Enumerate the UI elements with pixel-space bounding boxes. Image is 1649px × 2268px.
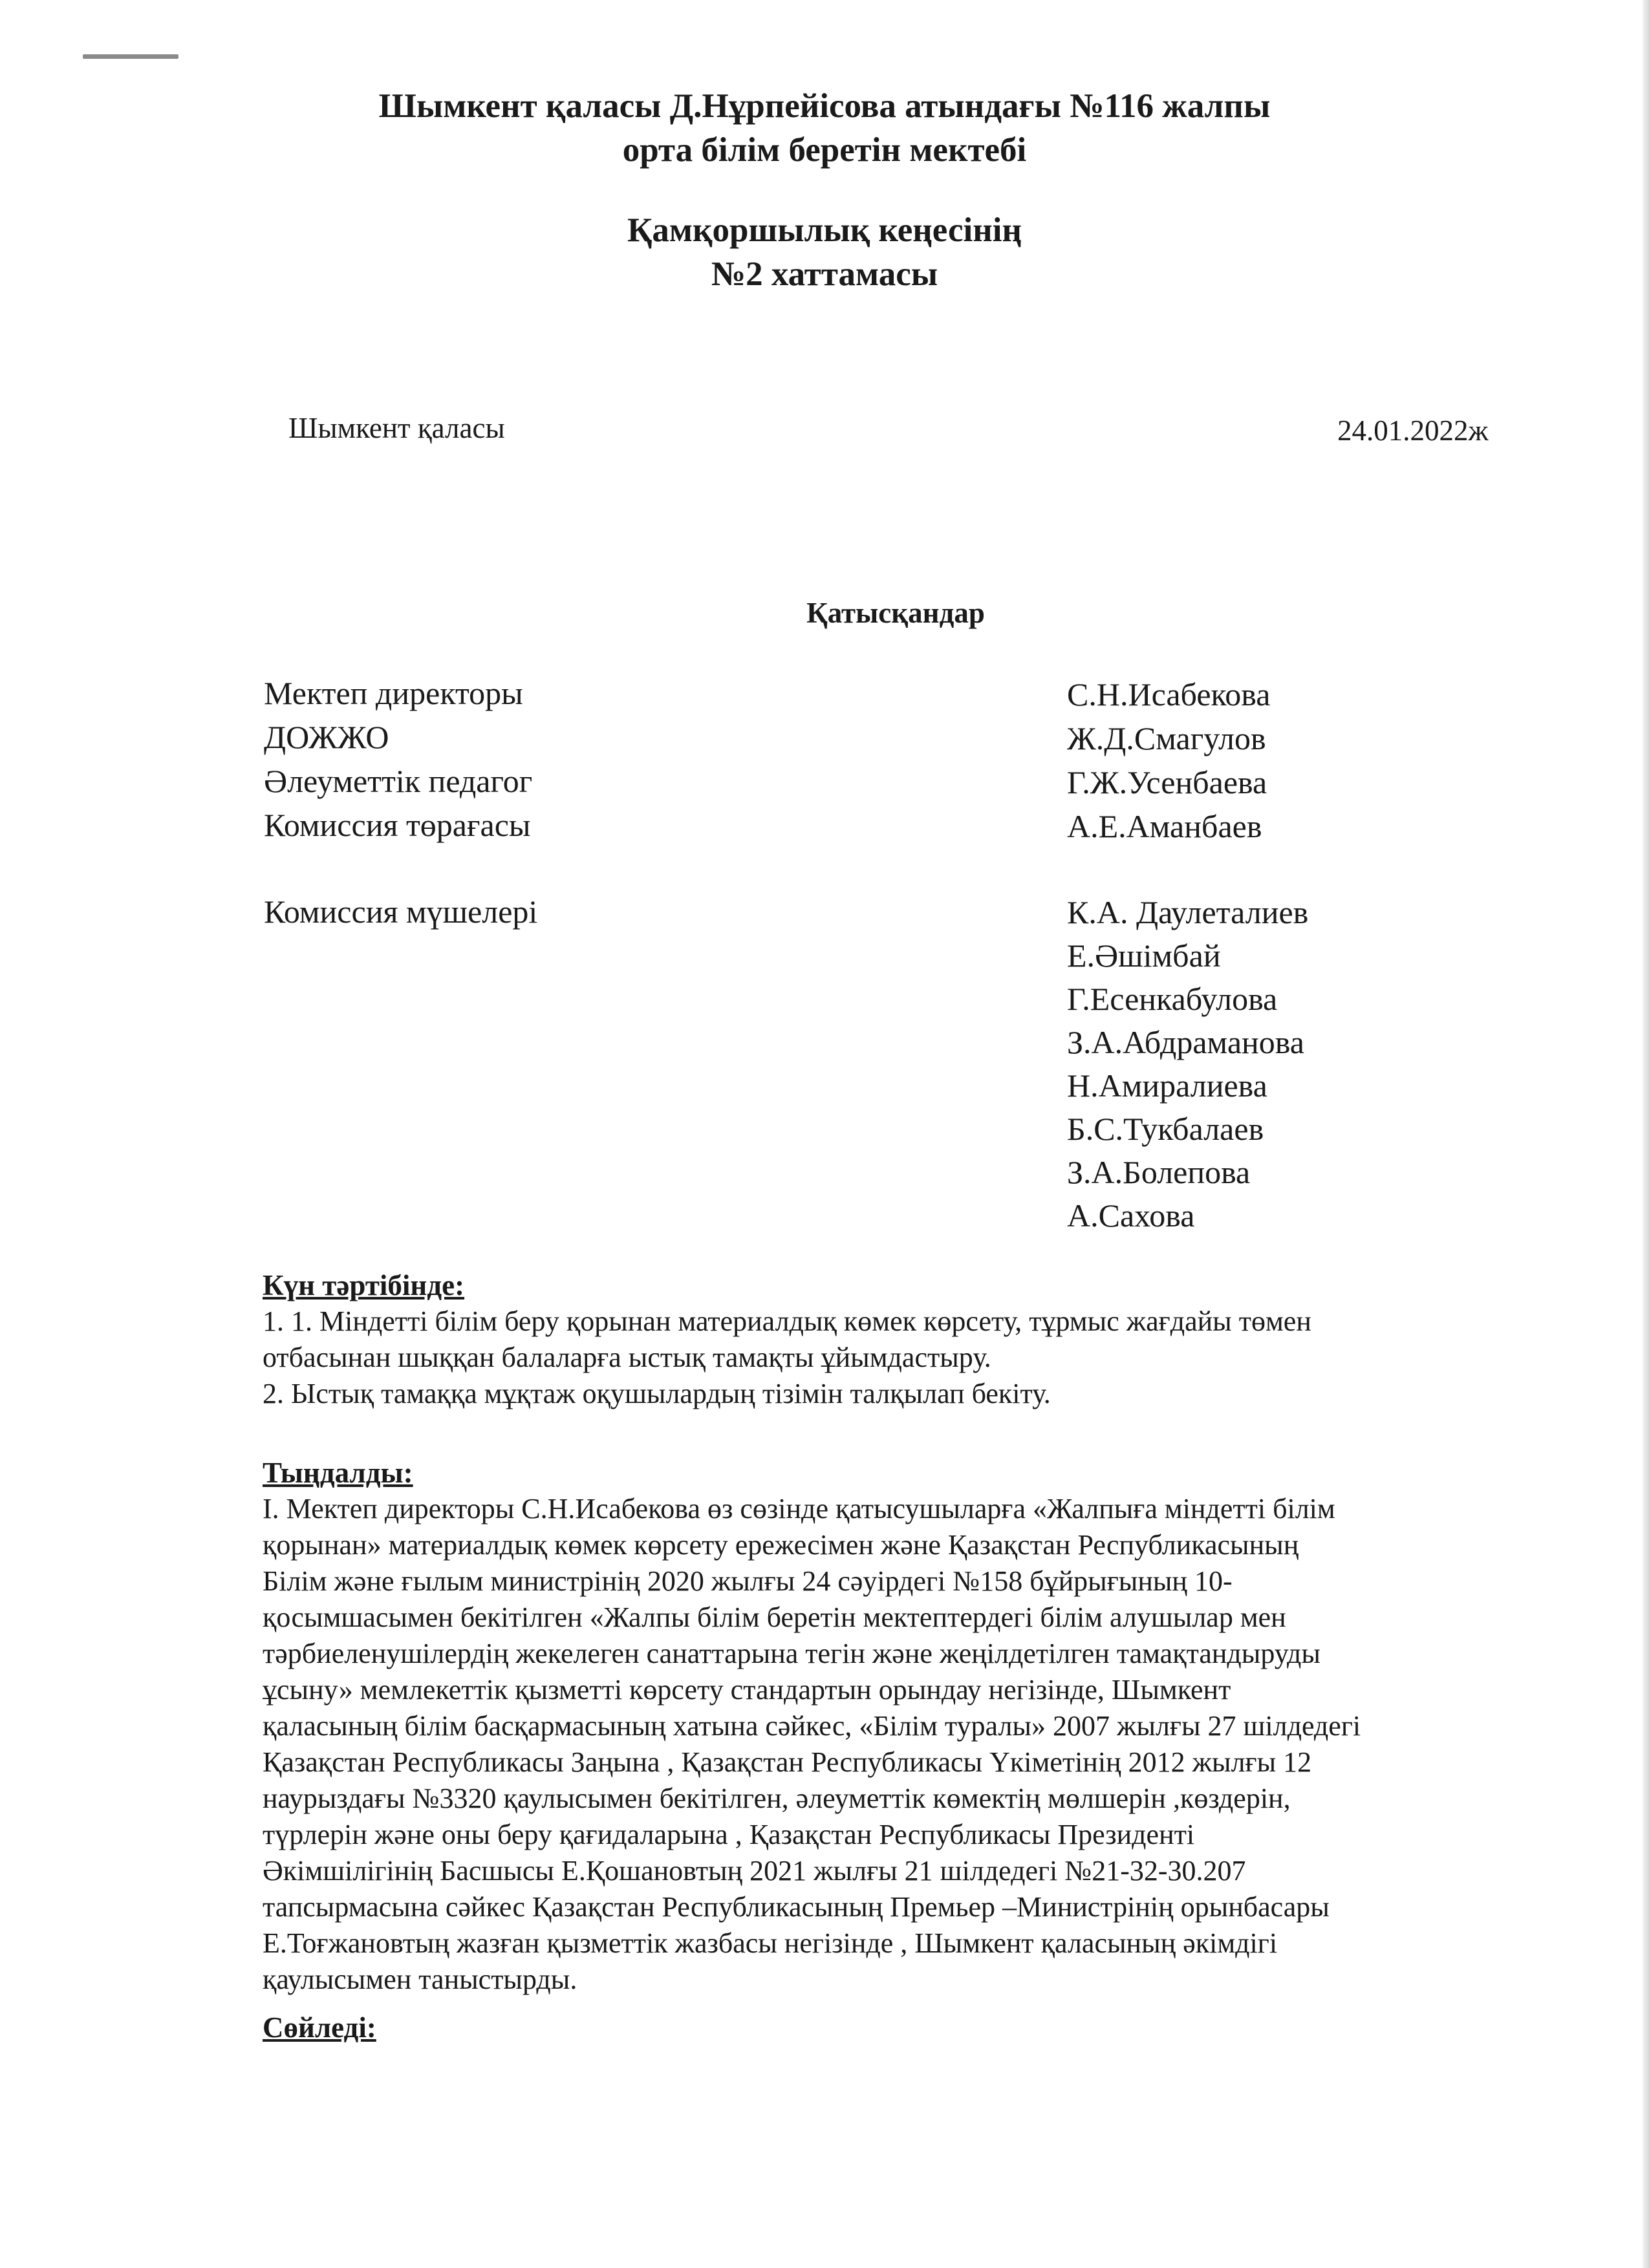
agenda-line: 2. Ыстық тамаққа мұқтаж оқушылардың тізімін талқылап бекіту. bbox=[263, 1378, 1051, 1409]
heard-line: Әкімшілігінің Басшысы Е.Қошановтың 2021 жылғы 21 шілдедегі №21-32-30.207 bbox=[263, 1855, 1246, 1887]
attendee-name: Г.Ж.Усенбаева bbox=[1067, 764, 1267, 800]
heard-text bbox=[263, 1491, 1361, 1998]
heard-line: қаласының білім басқармасының хатына сәйкес, «Білім туралы» 2007 жылғы 27 шілдедегі bbox=[263, 1710, 1361, 1742]
attendee-name: А.Е.Аманбаев bbox=[1067, 808, 1262, 844]
member-name: Г.Есенкабулова bbox=[1067, 981, 1278, 1017]
attendee-role: ДОЖЖО bbox=[264, 719, 389, 755]
scan-edge bbox=[1643, 0, 1649, 2268]
attendee-role: Комиссия төрағасы bbox=[264, 807, 531, 843]
attendee-role: Әлеуметтік педагог bbox=[264, 763, 533, 799]
agenda-heading: Күн тәртібінде: bbox=[263, 1269, 465, 1301]
agenda-text bbox=[263, 1303, 1311, 1412]
document-date: 24.01.2022ж bbox=[1337, 414, 1489, 447]
heard-line: наурыздағы №3320 қаулысымен бекітілген, әлеуметтік көмектің мөлшерін ,көздерін, bbox=[263, 1782, 1291, 1814]
heard-line: қорынан» материалдық көмек көрсету ережесімен және Қазақстан Республикасының bbox=[263, 1529, 1299, 1561]
school-title-line-1: Шымкент қаласы Д.Нұрпейісова атындағы №116 жалпы bbox=[378, 87, 1271, 125]
heard-line: тапсырмасына сәйкес Қазақстан Республикасының Премьер –Министрінің орынбасары bbox=[263, 1891, 1330, 1923]
attendee-names bbox=[1067, 672, 1270, 848]
member-name: Е.Әшімбай bbox=[1067, 937, 1221, 974]
heard-line: I. Мектеп директоры С.Н.Исабекова өз сөзінде қатысушыларға «Жалпыға міндетті білім bbox=[263, 1493, 1335, 1524]
protocol-title-line-1: Қамқоршылық кеңесінің bbox=[627, 211, 1022, 249]
attendee-name: С.Н.Исабекова bbox=[1067, 676, 1271, 712]
member-name: Б.С.Тукбалаев bbox=[1067, 1111, 1264, 1147]
scan-mark bbox=[83, 54, 178, 59]
member-name: Н.Амиралиева bbox=[1067, 1067, 1267, 1104]
agenda-line: 1. 1. Міндетті білім беру қорынан материалдық көмек көрсету, тұрмыс жағдайы төмен bbox=[263, 1305, 1311, 1337]
heard-line: түрлерін және оны беру қағидаларына , Қазақстан Республикасы Президенті bbox=[263, 1819, 1195, 1850]
heard-line: тәрбиеленушілердің жекелеген санаттарына тегін және жеңілдетілген тамақтандыруды bbox=[263, 1638, 1320, 1669]
commission-member-names bbox=[1067, 891, 1308, 1237]
agenda-line: отбасынан шыққан балаларға ыстық тамақты ұйымдастыру. bbox=[263, 1342, 991, 1373]
heard-heading: Тыңдалды: bbox=[263, 1457, 413, 1489]
heard-line: ұсыну» мемлекеттік қызметті көрсету стандартын орындау негізінде, Шымкент bbox=[263, 1674, 1231, 1706]
attendee-role: Мектеп директоры bbox=[264, 675, 523, 711]
member-name: К.А. Даулеталиев bbox=[1067, 894, 1309, 930]
heard-line: Қазақстан Республикасы Заңына , Қазақстан Республикасы Үкіметінің 2012 жылғы 12 bbox=[263, 1746, 1312, 1778]
protocol-title-line-2: №2 хаттамасы bbox=[711, 255, 938, 293]
heard-line: Білім және ғылым министрінің 2020 жылғы 24 сәуірдегі №158 бұйрығының 10- bbox=[263, 1565, 1233, 1597]
attendees-heading: Қатысқандар bbox=[806, 597, 985, 629]
heard-line: қаулысымен таныстырды. bbox=[263, 1963, 577, 1995]
attendee-name: Ж.Д.Смагулов bbox=[1067, 720, 1266, 756]
commission-members-label: Комиссия мүшелері bbox=[264, 893, 538, 930]
member-name: З.А.Болепова bbox=[1067, 1154, 1251, 1190]
school-title bbox=[0, 84, 1649, 172]
protocol-title bbox=[0, 208, 1649, 296]
heard-line: Е.Тоғжановтың жазған қызметтік жазбасы негізінде , Шымкент қаласының әкімдігі bbox=[263, 1927, 1278, 1959]
heard-line: қосымшасымен бекітілген «Жалпы білім беретін мектептердегі білім алушылар мен bbox=[263, 1601, 1286, 1633]
member-name: А.Сахова bbox=[1067, 1197, 1195, 1234]
city-label: Шымкент қаласы bbox=[288, 412, 505, 444]
spoke-heading: Сөйледі: bbox=[263, 2011, 376, 2044]
school-title-line-2: орта білім беретін мектебі bbox=[622, 131, 1027, 169]
member-name: З.А.Абдраманова bbox=[1067, 1024, 1304, 1060]
attendee-roles bbox=[264, 671, 532, 847]
